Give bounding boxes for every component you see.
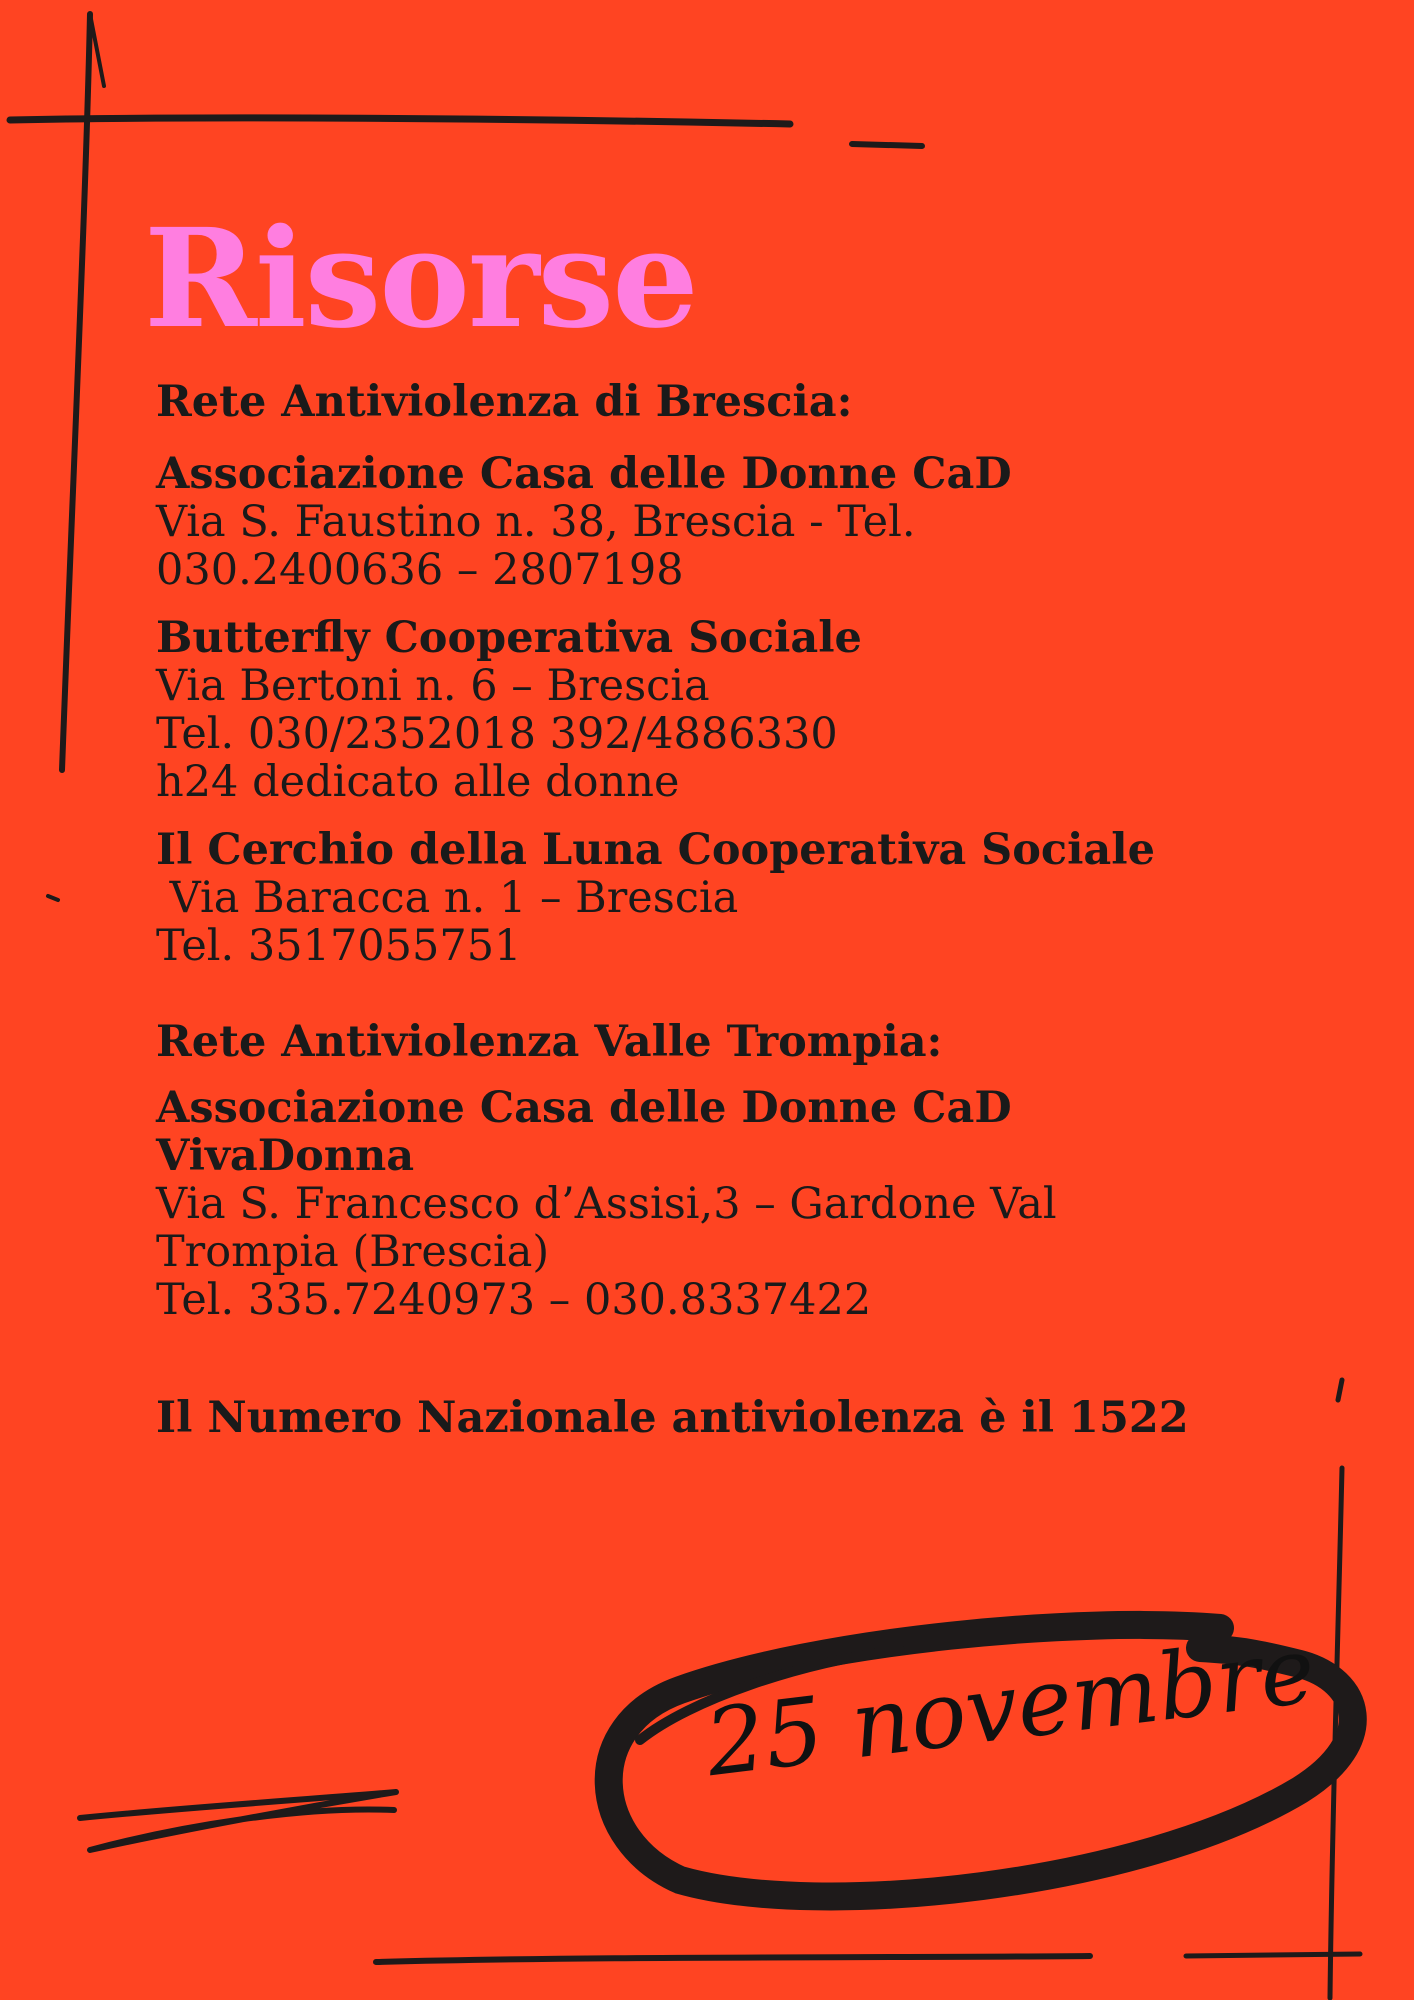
bottom-right-dash bbox=[1186, 1954, 1360, 1956]
brescia-network-section bbox=[156, 378, 1236, 426]
bottom-left-scribble bbox=[80, 1792, 396, 1850]
org-note-line: h24 dedicato alle donne bbox=[156, 757, 680, 807]
org-card-vivadonna bbox=[156, 1084, 1236, 1324]
section-heading-valle-trompia: Rete Antiviolenza Valle Trompia: bbox=[156, 1017, 943, 1067]
national-number-text: Il Numero Nazionale antiviolenza è il 1522 bbox=[156, 1393, 1189, 1443]
org-name: Associazione Casa delle Donne CaD bbox=[156, 1083, 1012, 1133]
org-card-cerchio-della-luna bbox=[156, 826, 1236, 970]
left-brush-stroke bbox=[62, 14, 90, 770]
bottom-brush-stroke bbox=[376, 1956, 1090, 1962]
org-name: Butterfly Cooperativa Sociale bbox=[156, 613, 862, 663]
org-phone-line: 030.2400636 – 2807198 bbox=[156, 545, 684, 595]
date-label: 25 novembre bbox=[700, 1616, 1321, 1798]
org-name-continued: VivaDonna bbox=[156, 1131, 415, 1181]
valle-trompia-network-section bbox=[156, 1018, 1236, 1066]
org-address-line-continued: Trompia (Brescia) bbox=[156, 1227, 550, 1277]
org-name: Il Cerchio della Luna Cooperativa Sociale bbox=[156, 825, 1155, 875]
org-card-butterfly bbox=[156, 614, 1236, 806]
page-title: Risorse bbox=[144, 199, 697, 359]
org-card-casa-delle-donne bbox=[156, 450, 1236, 594]
org-phone-line: Tel. 335.7240973 – 030.8337422 bbox=[156, 1275, 872, 1325]
section-heading-brescia: Rete Antiviolenza di Brescia: bbox=[156, 377, 853, 427]
org-address-line: Via Baracca n. 1 – Brescia bbox=[156, 873, 739, 923]
org-name: Associazione Casa delle Donne CaD bbox=[156, 449, 1012, 499]
org-address-line: Via S. Francesco d’Assisi,3 – Gardone Val bbox=[156, 1179, 1057, 1229]
org-phone-line: Tel. 030/2352018 392/4886330 bbox=[156, 709, 838, 759]
top-brush-stroke bbox=[10, 118, 790, 124]
right-brush-stroke bbox=[1330, 1468, 1342, 1998]
right-small-mark bbox=[1338, 1380, 1342, 1400]
org-address-line: Via S. Faustino n. 38, Brescia - Tel. bbox=[156, 497, 916, 547]
left-small-mark bbox=[48, 896, 58, 900]
left-tick bbox=[90, 14, 104, 86]
org-address-line: Via Bertoni n. 6 – Brescia bbox=[156, 661, 710, 711]
org-phone-line: Tel. 3517055751 bbox=[156, 921, 522, 971]
top-right-dash bbox=[852, 144, 922, 146]
national-number-section bbox=[156, 1394, 1236, 1442]
